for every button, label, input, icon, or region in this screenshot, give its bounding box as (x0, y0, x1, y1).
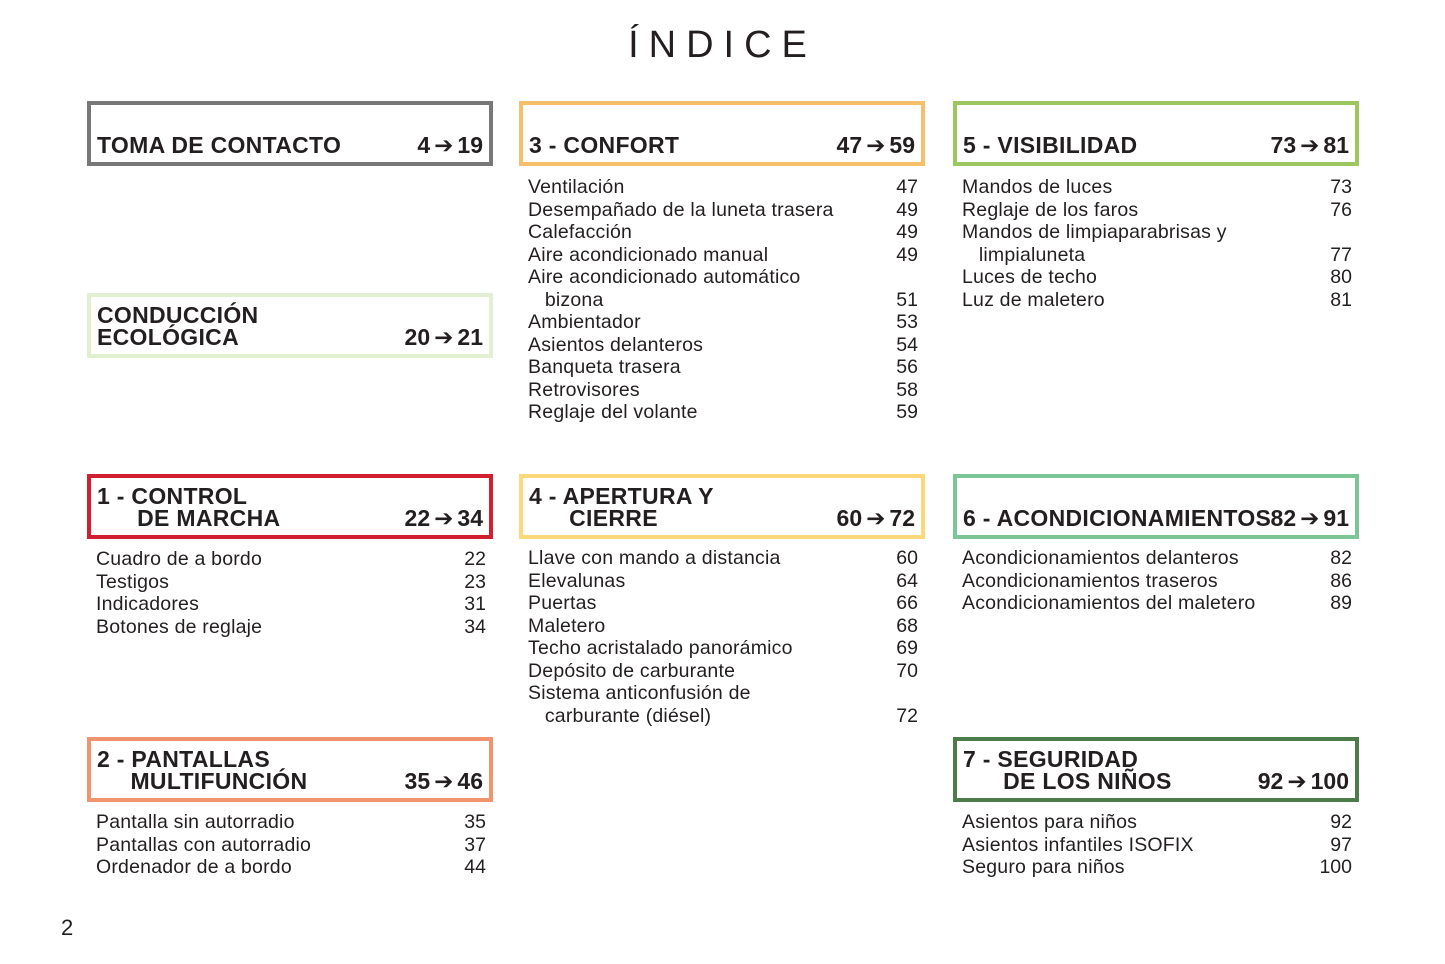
arrow-right-icon: ➔ (1287, 768, 1307, 794)
entry-page: 49 (896, 243, 918, 266)
index-entry[interactable] (528, 637, 918, 660)
index-entry[interactable] (962, 199, 1352, 222)
entry-page: 100 (1319, 856, 1352, 878)
arrow-right-icon: ➔ (866, 505, 886, 531)
index-entry[interactable] (528, 615, 918, 638)
section-title: 2 - PANTALLAS MULTIFUNCIÓN (97, 746, 308, 794)
section-entries-s6 (962, 547, 1352, 615)
range-end: 91 (1323, 505, 1349, 531)
entry-page: 49 (896, 198, 918, 221)
entry-page: 53 (896, 311, 918, 333)
section-page-range (837, 507, 915, 529)
index-entry[interactable] (962, 811, 1352, 834)
entry-page: 37 (464, 833, 486, 856)
range-start: 35 (404, 768, 431, 794)
section-title: 1 - CONTROL DE MARCHA (97, 483, 281, 531)
arrow-right-icon: ➔ (866, 132, 886, 158)
entry-page: 73 (1330, 176, 1352, 198)
range-start: 4 (417, 132, 431, 158)
section-entries-s5 (962, 176, 1352, 311)
index-entry[interactable] (528, 592, 918, 615)
entry-label: Seguro para niños (962, 856, 1125, 878)
section-entries-s3 (528, 176, 918, 424)
arrow-right-icon: ➔ (1300, 132, 1320, 158)
index-entry[interactable] (962, 570, 1352, 593)
entry-page: 82 (1330, 547, 1352, 569)
index-entry[interactable] (528, 682, 918, 727)
entry-page: 70 (896, 659, 918, 682)
entry-label: Ordenador de a bordo (96, 856, 292, 878)
entry-label: Elevalunas (528, 569, 626, 592)
entry-page: 97 (1330, 833, 1352, 856)
entry-label: Depósito de carburante (528, 659, 736, 682)
section-box-s6 (953, 474, 1359, 539)
range-start: 22 (404, 505, 431, 531)
section-box-s4 (519, 474, 925, 539)
index-entry[interactable] (962, 266, 1352, 289)
section-title: CONDUCCIÓN ECOLÓGICA (97, 302, 259, 350)
section-entries-s4 (528, 547, 918, 727)
arrow-right-icon: ➔ (1300, 505, 1320, 531)
entry-page: 51 (896, 288, 918, 311)
range-end: 34 (457, 505, 483, 531)
section-page-range (837, 134, 915, 156)
entry-page: 35 (464, 811, 486, 833)
section-box-s2 (87, 737, 493, 802)
index-entry[interactable] (528, 356, 918, 379)
index-entry[interactable] (962, 289, 1352, 312)
entry-page: 59 (896, 401, 918, 423)
index-entry[interactable] (528, 199, 918, 222)
entry-label: Banqueta trasera (528, 356, 681, 378)
page-title: ÍNDICE (628, 24, 817, 66)
entry-page: 54 (896, 333, 918, 356)
entry-label: Testigos (96, 570, 170, 593)
entry-label: Maletero (528, 614, 606, 637)
index-entry[interactable] (962, 592, 1352, 615)
index-entry[interactable] (528, 660, 918, 683)
section-entries-s2 (96, 811, 486, 879)
entry-label: Ambientador (528, 311, 641, 333)
section-page-range (1258, 770, 1349, 792)
range-start: 47 (836, 132, 863, 158)
entry-label: Acondicionamientos delanteros (962, 547, 1239, 569)
entry-page: 76 (1330, 198, 1352, 221)
entry-label: Puertas (528, 592, 597, 614)
index-entry[interactable] (528, 221, 918, 244)
section-title: TOMA DE CONTACTO (97, 132, 342, 158)
index-entry[interactable] (96, 834, 486, 857)
section-title: 7 - SEGURIDAD DE LOS NIÑOS (963, 746, 1172, 794)
range-start: 82 (1270, 505, 1297, 531)
entry-page: 34 (464, 615, 486, 638)
index-entry[interactable] (528, 570, 918, 593)
section-title: 4 - APERTURA Y CIERRE (529, 483, 714, 531)
entry-label: Retrovisores (528, 378, 640, 401)
range-end: 100 (1310, 768, 1349, 794)
page-number: 2 (61, 915, 74, 940)
section-page-range (1271, 134, 1349, 156)
section-title: 6 - ACONDICIONAMIENTOS (963, 505, 1272, 531)
entry-page: 44 (464, 856, 486, 878)
entry-page: 68 (896, 614, 918, 637)
entry-label: Ventilación (528, 176, 625, 198)
index-entry[interactable] (528, 547, 918, 570)
entry-label: Cuadro de a bordo (96, 548, 263, 570)
index-entry[interactable] (528, 266, 918, 311)
arrow-right-icon: ➔ (434, 132, 454, 158)
index-entry[interactable] (528, 176, 918, 199)
entry-label: Pantallas con autorradio (96, 833, 312, 856)
entry-label: Indicadores (96, 593, 200, 615)
index-entry[interactable] (962, 176, 1352, 199)
section-entries-s1 (96, 548, 486, 638)
section-page-range (417, 134, 483, 156)
range-start: 92 (1257, 768, 1284, 794)
index-entry[interactable] (96, 593, 486, 616)
index-entry[interactable] (962, 856, 1352, 879)
section-entries-s7 (962, 811, 1352, 879)
entry-label: Pantalla sin autorradio (96, 811, 295, 833)
entry-label: Acondicionamientos traseros (962, 569, 1218, 592)
entry-page: 60 (896, 547, 918, 569)
entry-label: Techo acristalado panorámico (528, 637, 793, 659)
section-page-range (405, 770, 483, 792)
entry-label: Desempañado de la luneta trasera (528, 198, 834, 221)
arrow-right-icon: ➔ (434, 324, 454, 350)
index-entry[interactable] (528, 311, 918, 334)
entry-page: 64 (896, 569, 918, 592)
entry-label: Botones de reglaje (96, 615, 263, 638)
section-page-range (1271, 507, 1349, 529)
index-entry[interactable] (528, 401, 918, 424)
section-box-toma (87, 101, 493, 166)
range-end: 81 (1323, 132, 1349, 158)
section-box-s3 (519, 101, 925, 166)
entry-label: Calefacción (528, 221, 633, 243)
entry-page: 69 (896, 637, 918, 659)
entry-page: 49 (896, 221, 918, 243)
index-entry[interactable] (96, 571, 486, 594)
entry-label: Asientos para niños (962, 811, 1138, 833)
arrow-right-icon: ➔ (434, 505, 454, 531)
entry-label: Asientos delanteros (528, 333, 704, 356)
index-entry[interactable] (96, 856, 486, 879)
index-entry[interactable] (528, 334, 918, 357)
entry-label: Aire acondicionado manual (528, 243, 769, 266)
index-entry[interactable] (96, 548, 486, 571)
entry-page: 86 (1330, 569, 1352, 592)
entry-label: Mandos de limpiaparabrisas y limpialuneta (962, 221, 1227, 266)
entry-label: Mandos de luces (962, 176, 1113, 198)
entry-page: 23 (464, 570, 486, 593)
section-page-range (405, 507, 483, 529)
section-title: 5 - VISIBILIDAD (963, 132, 1138, 158)
section-box-eco (87, 293, 493, 358)
entry-page: 72 (896, 704, 918, 727)
section-page-range (405, 326, 483, 348)
index-entry[interactable] (96, 616, 486, 639)
range-start: 60 (836, 505, 863, 531)
index-entry[interactable] (962, 221, 1352, 266)
entry-label: Sistema anticonfusión de carburante (diésel) (528, 682, 751, 727)
index-entry[interactable] (962, 834, 1352, 857)
entry-label: Luz de maletero (962, 288, 1105, 311)
range-end: 21 (457, 324, 483, 350)
entry-label: Llave con mando a distancia (528, 547, 781, 569)
range-start: 73 (1270, 132, 1297, 158)
entry-page: 56 (896, 356, 918, 378)
entry-page: 22 (464, 548, 486, 570)
range-end: 59 (889, 132, 915, 158)
section-box-s5 (953, 101, 1359, 166)
entry-page: 58 (896, 378, 918, 401)
entry-page: 80 (1330, 266, 1352, 288)
range-end: 72 (889, 505, 915, 531)
entry-label: Luces de techo (962, 266, 1098, 288)
range-end: 19 (457, 132, 483, 158)
index-entry[interactable] (962, 547, 1352, 570)
index-entry[interactable] (528, 379, 918, 402)
entry-label: Acondicionamientos del maletero (962, 592, 1256, 614)
section-box-s7 (953, 737, 1359, 802)
entry-page: 89 (1330, 592, 1352, 614)
entry-label: Asientos infantiles ISOFIX (962, 833, 1194, 856)
index-entry[interactable] (96, 811, 486, 834)
entry-page: 92 (1330, 811, 1352, 833)
arrow-right-icon: ➔ (434, 768, 454, 794)
section-box-s1 (87, 474, 493, 539)
entry-label: Reglaje del volante (528, 401, 698, 423)
range-start: 20 (404, 324, 431, 350)
range-end: 46 (457, 768, 483, 794)
entry-page: 81 (1330, 288, 1352, 311)
section-title: 3 - CONFORT (529, 132, 680, 158)
index-entry[interactable] (528, 244, 918, 267)
entry-page: 47 (896, 176, 918, 198)
entry-page: 77 (1330, 243, 1352, 266)
entry-label: Aire acondicionado automático bizona (528, 266, 801, 311)
entry-page: 66 (896, 592, 918, 614)
entry-label: Reglaje de los faros (962, 198, 1139, 221)
entry-page: 31 (464, 593, 486, 615)
